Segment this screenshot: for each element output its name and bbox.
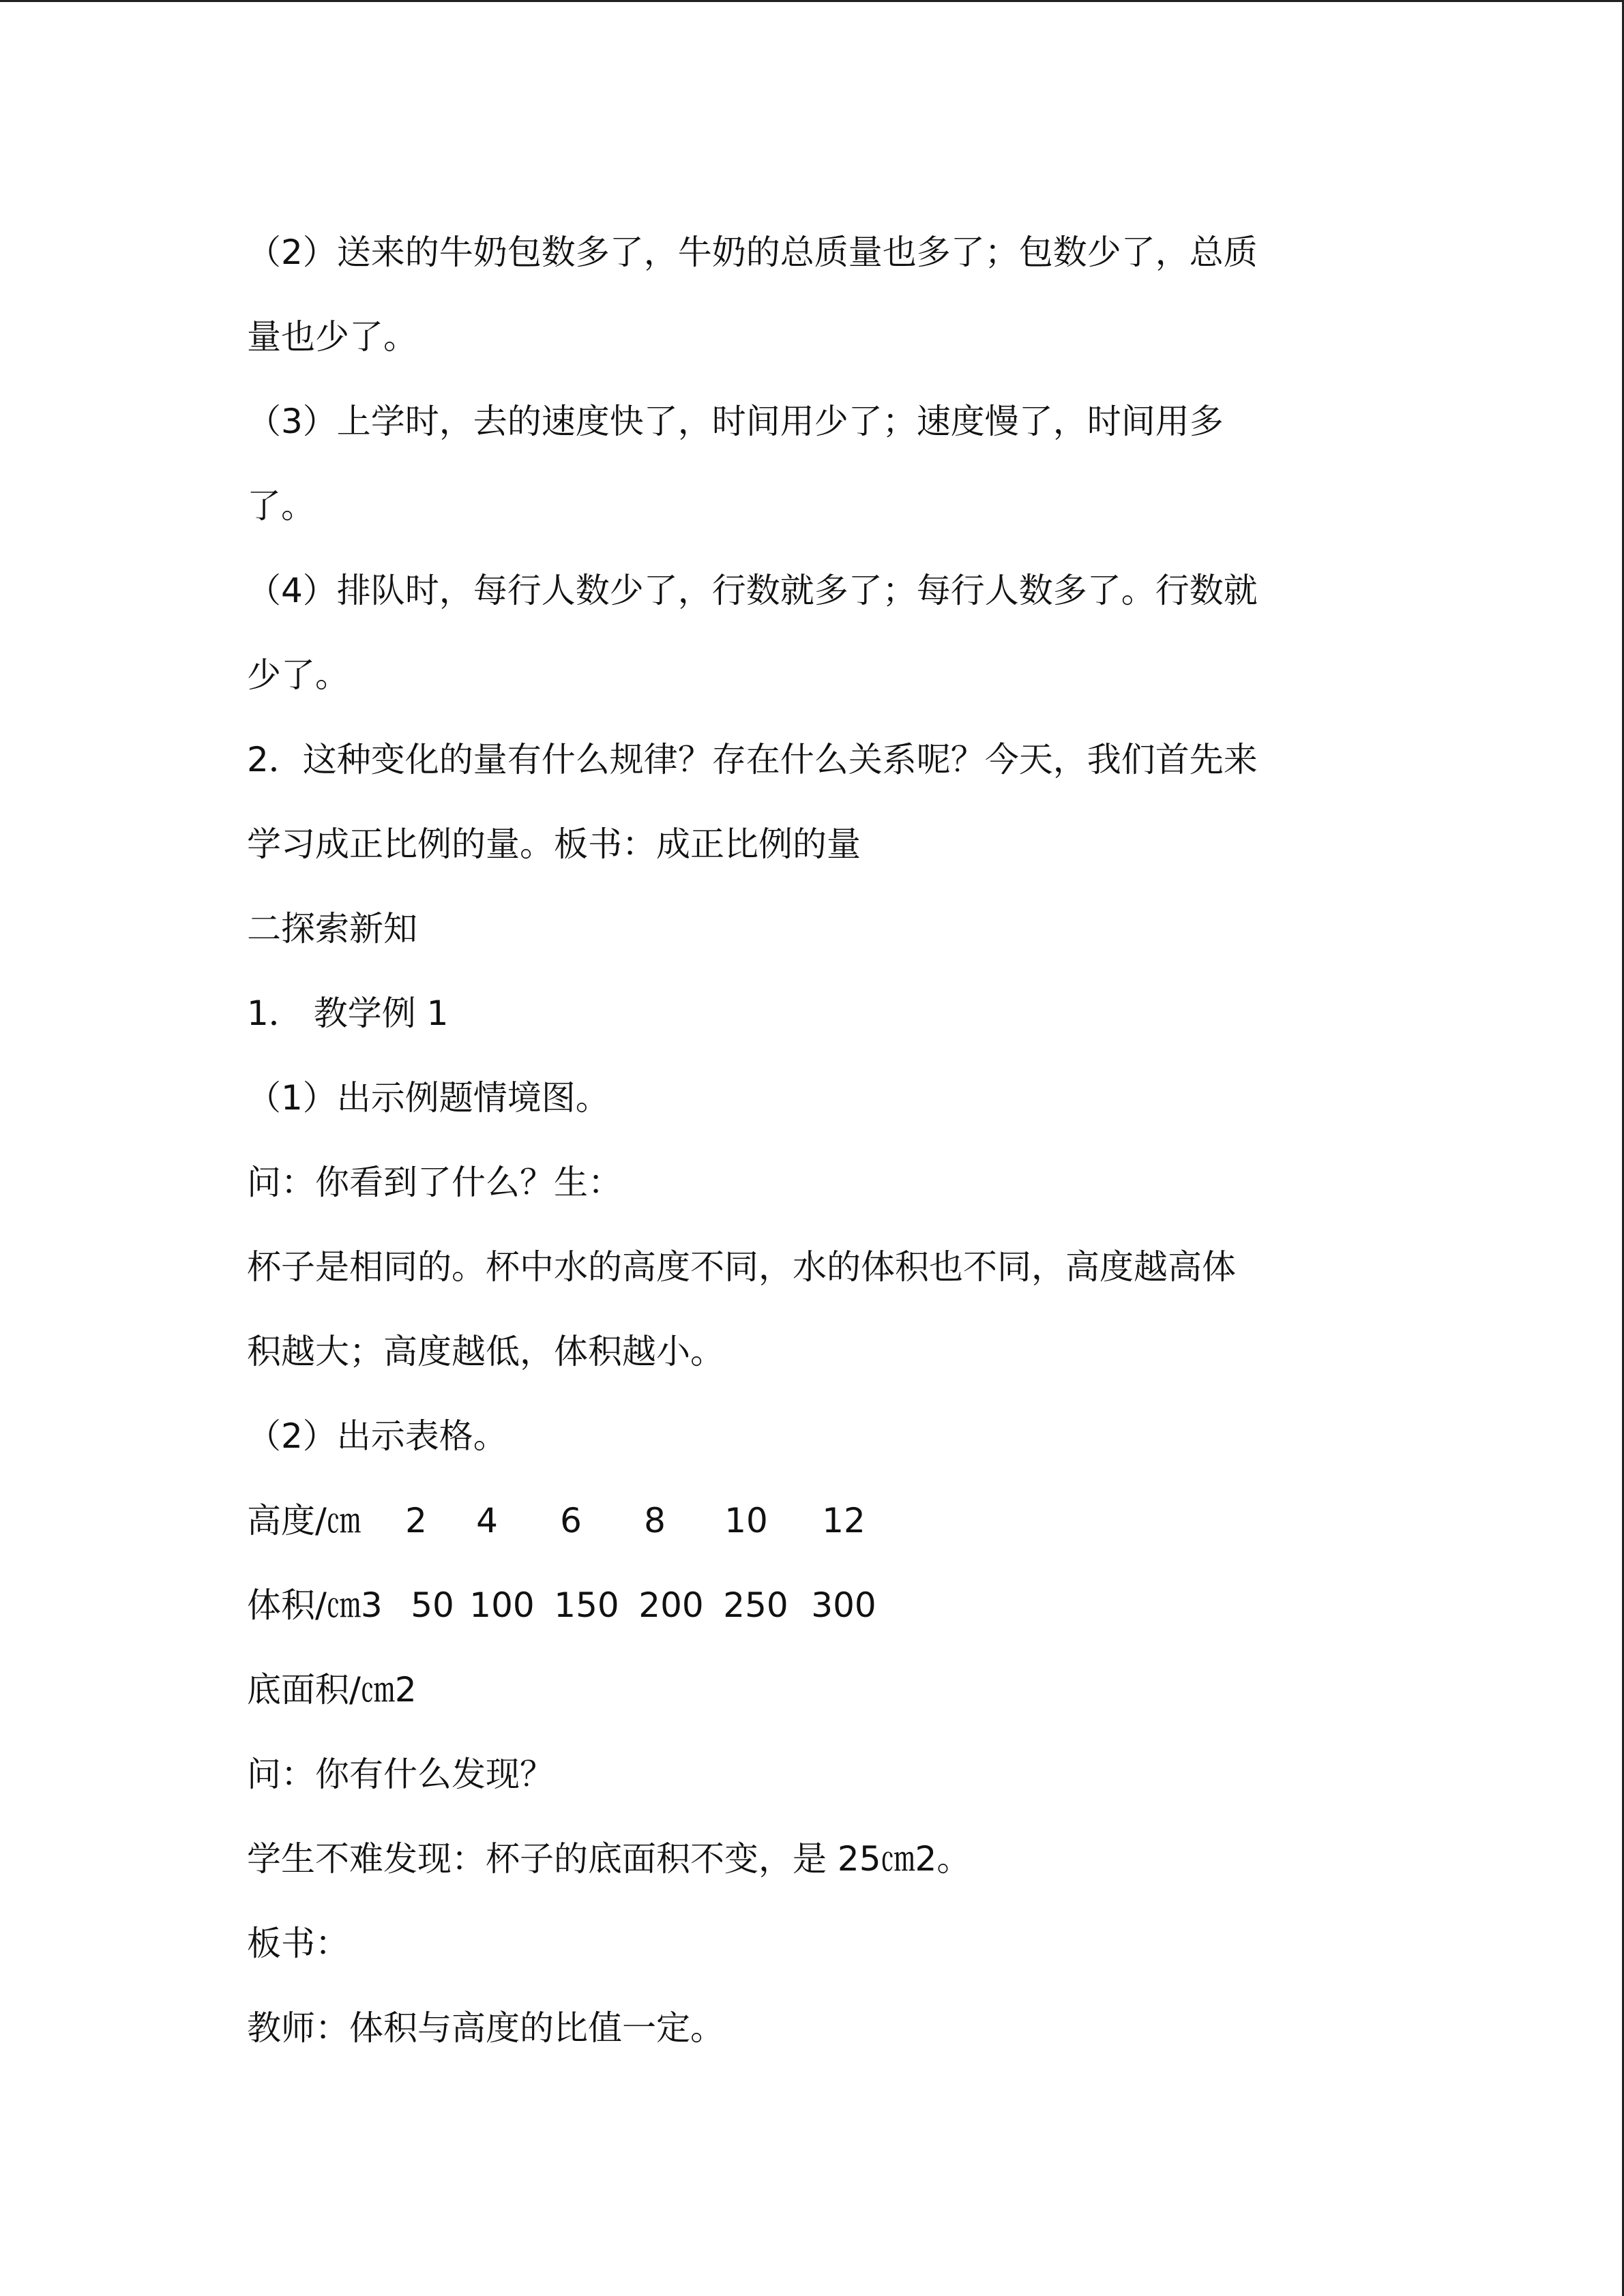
section-heading: 二探索新知 <box>247 909 417 949</box>
paragraph-line: 杯子是相同的。杯中水的高度不同，水的体积也不同，高度越高体 <box>247 1247 1236 1287</box>
height-value: 4 <box>476 1501 498 1540</box>
volume-value: 150 <box>554 1585 619 1625</box>
paragraph-line: 教师：体积与高度的比值一定。 <box>247 2008 724 2048</box>
paragraph-line: 了。 <box>247 486 315 526</box>
question-line: 问：你有什么发现？ <box>247 1755 554 1794</box>
paragraph-line: （3）上学时，去的速度快了，时间用少了；速度慢了，时间用多 <box>247 402 1224 441</box>
height-value: 12 <box>822 1501 866 1540</box>
base-area-row <box>247 1648 1393 1732</box>
height-value: 2 <box>405 1501 427 1540</box>
height-label: 高度/㎝ <box>247 1501 361 1540</box>
height-value: 6 <box>560 1501 582 1540</box>
height-value: 8 <box>644 1501 666 1540</box>
paragraph-line: （2）出示表格。 <box>247 1416 507 1456</box>
paragraph-line: 学生不难发现：杯子的底面积不变，是 25㎝2。 <box>247 1839 971 1879</box>
volume-value: 50 <box>411 1585 454 1625</box>
height-value: 10 <box>724 1501 768 1540</box>
example-heading: 1． 教学例 1 <box>247 994 449 1033</box>
document-page <box>247 210 1393 2070</box>
volume-value: 200 <box>638 1585 704 1625</box>
base-area-label: 底面积/㎝2 <box>247 1670 417 1710</box>
volume-label: 体积/㎝3 <box>247 1585 383 1625</box>
height-row <box>247 1478 1393 1563</box>
paragraph-line: 量也少了。 <box>247 317 417 357</box>
volume-value: 100 <box>469 1585 535 1625</box>
volume-value: 300 <box>811 1585 876 1625</box>
paragraph-line: 板书： <box>247 1924 349 1963</box>
paragraph-line: （1）出示例题情境图。 <box>247 1078 610 1118</box>
volume-row <box>247 1563 1393 1648</box>
paragraph-line: （4）排队时，每行人数少了，行数就多了；每行人数多了。行数就 <box>247 571 1258 610</box>
top-border-line <box>0 0 1624 2</box>
paragraph-line: （2）送来的牛奶包数多了，牛奶的总质量也多了；包数少了，总质 <box>247 233 1258 272</box>
paragraph-line: 学习成正比例的量。板书：成正比例的量 <box>247 824 861 864</box>
paragraph-line: 积越大；高度越低，体积越小。 <box>247 1332 724 1371</box>
paragraph-line: 少了。 <box>247 655 349 695</box>
volume-value: 250 <box>723 1585 788 1625</box>
paragraph-line: 2．这种变化的量有什么规律？存在什么关系呢？今天，我们首先来 <box>247 740 1258 779</box>
question-line: 问：你看到了什么？生： <box>247 1163 622 1202</box>
